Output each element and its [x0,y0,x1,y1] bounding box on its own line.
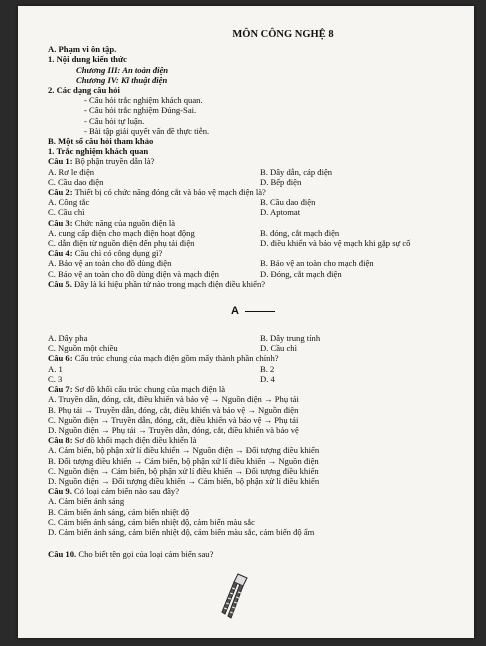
section-a-sub1: 1. Nội dung kiến thức [48,54,127,65]
q3-option-c: C. dẫn điện từ nguồn điện đến phụ tải điện [48,238,195,249]
q2-option-a: A. Công tắc [48,197,90,208]
q6-options-row2 [48,374,458,384]
q2-option-c: C. Cầu chì [48,207,85,218]
question-6: Câu 6: Cấu trúc chung của mạch điện gồm mấy thành phần chính? [48,353,279,364]
q3-options-row1 [48,228,458,238]
q8-option-a: A. Cảm biến, bộ phận xử lí điều khiển → Nguồn điện → Đối tượng điều khiển [48,445,320,456]
q1-options-row1 [48,167,458,177]
wire-symbol-line [245,311,275,312]
q1-option-d: D. Bếp điện [260,176,302,187]
question-10: Câu 10. Cho biết tên gọi của loại cảm biến sau? [48,549,214,560]
question-5: Câu 5. Đây là kí hiệu phần tử nào trong mạch điện điều khiển? [48,278,266,289]
q4-options-row2 [48,269,458,279]
q7-option-c: C. Nguồn điện → Truyền dẫn, đóng, cắt, điều khiển và bảo vệ → Phụ tải [48,414,299,425]
section-b-heading: B. Một số câu hỏi tham khảo [48,136,154,147]
q9-option-d: D. Cảm biến ánh sáng, cảm biến nhiệt độ, cảm biến màu sắc, cảm biến độ ẩm [48,526,315,537]
page-content [48,30,458,559]
q3-option-b: B. đóng, cắt mạch điện [260,227,340,238]
question-type-2: - Câu hỏi trắc nghiệm Đúng-Sai. [84,105,197,116]
q6-option-a: A. 1 [48,363,63,374]
wire-symbol [48,289,458,333]
q4-option-a: A. Bảo vệ an toàn cho đồ dùng điện [48,258,172,269]
question-1: Câu 1: Bộ phận truyền dẫn là? [48,156,155,167]
q6-options-row1 [48,364,458,374]
q1-option-b: B. Dây dẫn, cáp điện [260,166,333,177]
q4-options-row1 [48,258,458,268]
q3-options-row2 [48,238,458,248]
q5-option-a: A. Dây pha [48,333,88,344]
q7-option-b: B. Phụ tải → Truyền dẫn, đóng, cắt, điều khiển và bảo vệ → Nguồn điện [48,404,299,415]
q6-option-c: C. 3 [48,373,63,384]
q5-option-b: B. Dây trung tính [260,333,321,344]
q8-option-b: B. Đối tượng điều khiển → Cảm biến, bộ phận xử lí điều khiển → Nguồn điện [48,455,319,466]
question-8: Câu 8: Sơ đồ khối mạch điện điều khiển là [48,435,197,446]
wire-symbol-letter: A [231,304,239,317]
q9-option-a: A. Cảm biến ánh sáng [48,496,125,507]
q2-options-row1 [48,197,458,207]
q2-options-row2 [48,207,458,217]
section-a-sub2: 2. Các dạng câu hỏi [48,85,120,96]
q5-option-d: D. Cầu chì [260,343,297,354]
q6-option-b: B. 2 [260,363,275,374]
q4-option-c: C. Bảo vệ an toàn cho đồ dùng điện và mạch điện [48,268,219,279]
exam-page [18,6,474,638]
q8-option-c: C. Nguồn điện → Cảm biến, bộ phận xử lí điều khiển → Đối tượng điều khiển [48,465,319,476]
q1-option-a: A. Rơ le điện [48,166,95,177]
q9-option-c: C. Cảm biến ánh sáng, cảm biến nhiệt độ, cảm biến màu sắc [48,516,255,527]
q3-option-a: A. cung cấp điện cho mạch điện hoạt động [48,227,195,238]
soil-sensor-icon [214,572,250,620]
q6-option-d: D. 4 [260,373,275,384]
q5-options-row1 [48,333,458,343]
question-type-3: - Câu hỏi tự luận. [84,115,145,126]
q1-option-c: C. Cầu dao điện [48,176,104,187]
question-3: Câu 3: Chức năng của nguồn điện là [48,217,176,228]
section-a-heading: A. Phạm vi ôn tập. [48,44,117,55]
question-2: Câu 2: Thiết bị có chức năng đóng cắt và bảo vệ mạch điện là? [48,187,266,198]
q4-option-b: B. Bảo vệ an toàn cho mạch điện [260,258,374,269]
q2-option-b: B. Cầu dao điện [260,197,316,208]
page-title: MÔN CÔNG NGHỆ 8 [232,29,334,40]
q7-option-a: A. Truyền dẫn, đóng, cắt, điều khiển và bảo vệ → Nguồn điện → Phụ tải [48,394,299,405]
q1-options-row2 [48,177,458,187]
chapter-4: Chương IV: Kĩ thuật điện [76,74,168,85]
question-9: Câu 9. Có loại cảm biến nào sau đây? [48,486,180,497]
question-4: Câu 4: Cầu chì có công dụng gì? [48,248,163,259]
q5-options-row2 [48,343,458,353]
q3-option-d: D. điều khiển và bảo vệ mạch khi gặp sự cố [260,238,411,249]
chapter-3: Chương III: An toàn điện [76,64,169,75]
q8-option-d: D. Nguồn điện → Đối tượng điều khiển → Cảm biến, bộ phận xử lí điều khiển [48,475,320,486]
question-type-4: - Bài tập giải quyết vấn đề thực tiễn. [84,125,210,136]
question-type-1: - Câu hỏi trắc nghiệm khách quan. [84,95,203,106]
q7-option-d: D. Nguồn điện → Phụ tải → Truyền dẫn, đóng, cắt, điều khiển và bảo vệ [48,424,299,435]
question-7: Câu 7: Sơ đồ khối cấu trúc chung của mạch điện là [48,384,226,395]
q4-option-d: D. Đóng, cắt mạch điện [260,268,342,279]
q5-option-c: C. Nguồn một chiều [48,343,118,354]
q9-option-b: B. Cảm biến ánh sáng, cảm biến nhiệt độ [48,506,190,517]
q2-option-d: D. Aptomat [260,207,301,218]
section-b-sub1: 1. Trắc nghiệm khách quan [48,146,149,157]
